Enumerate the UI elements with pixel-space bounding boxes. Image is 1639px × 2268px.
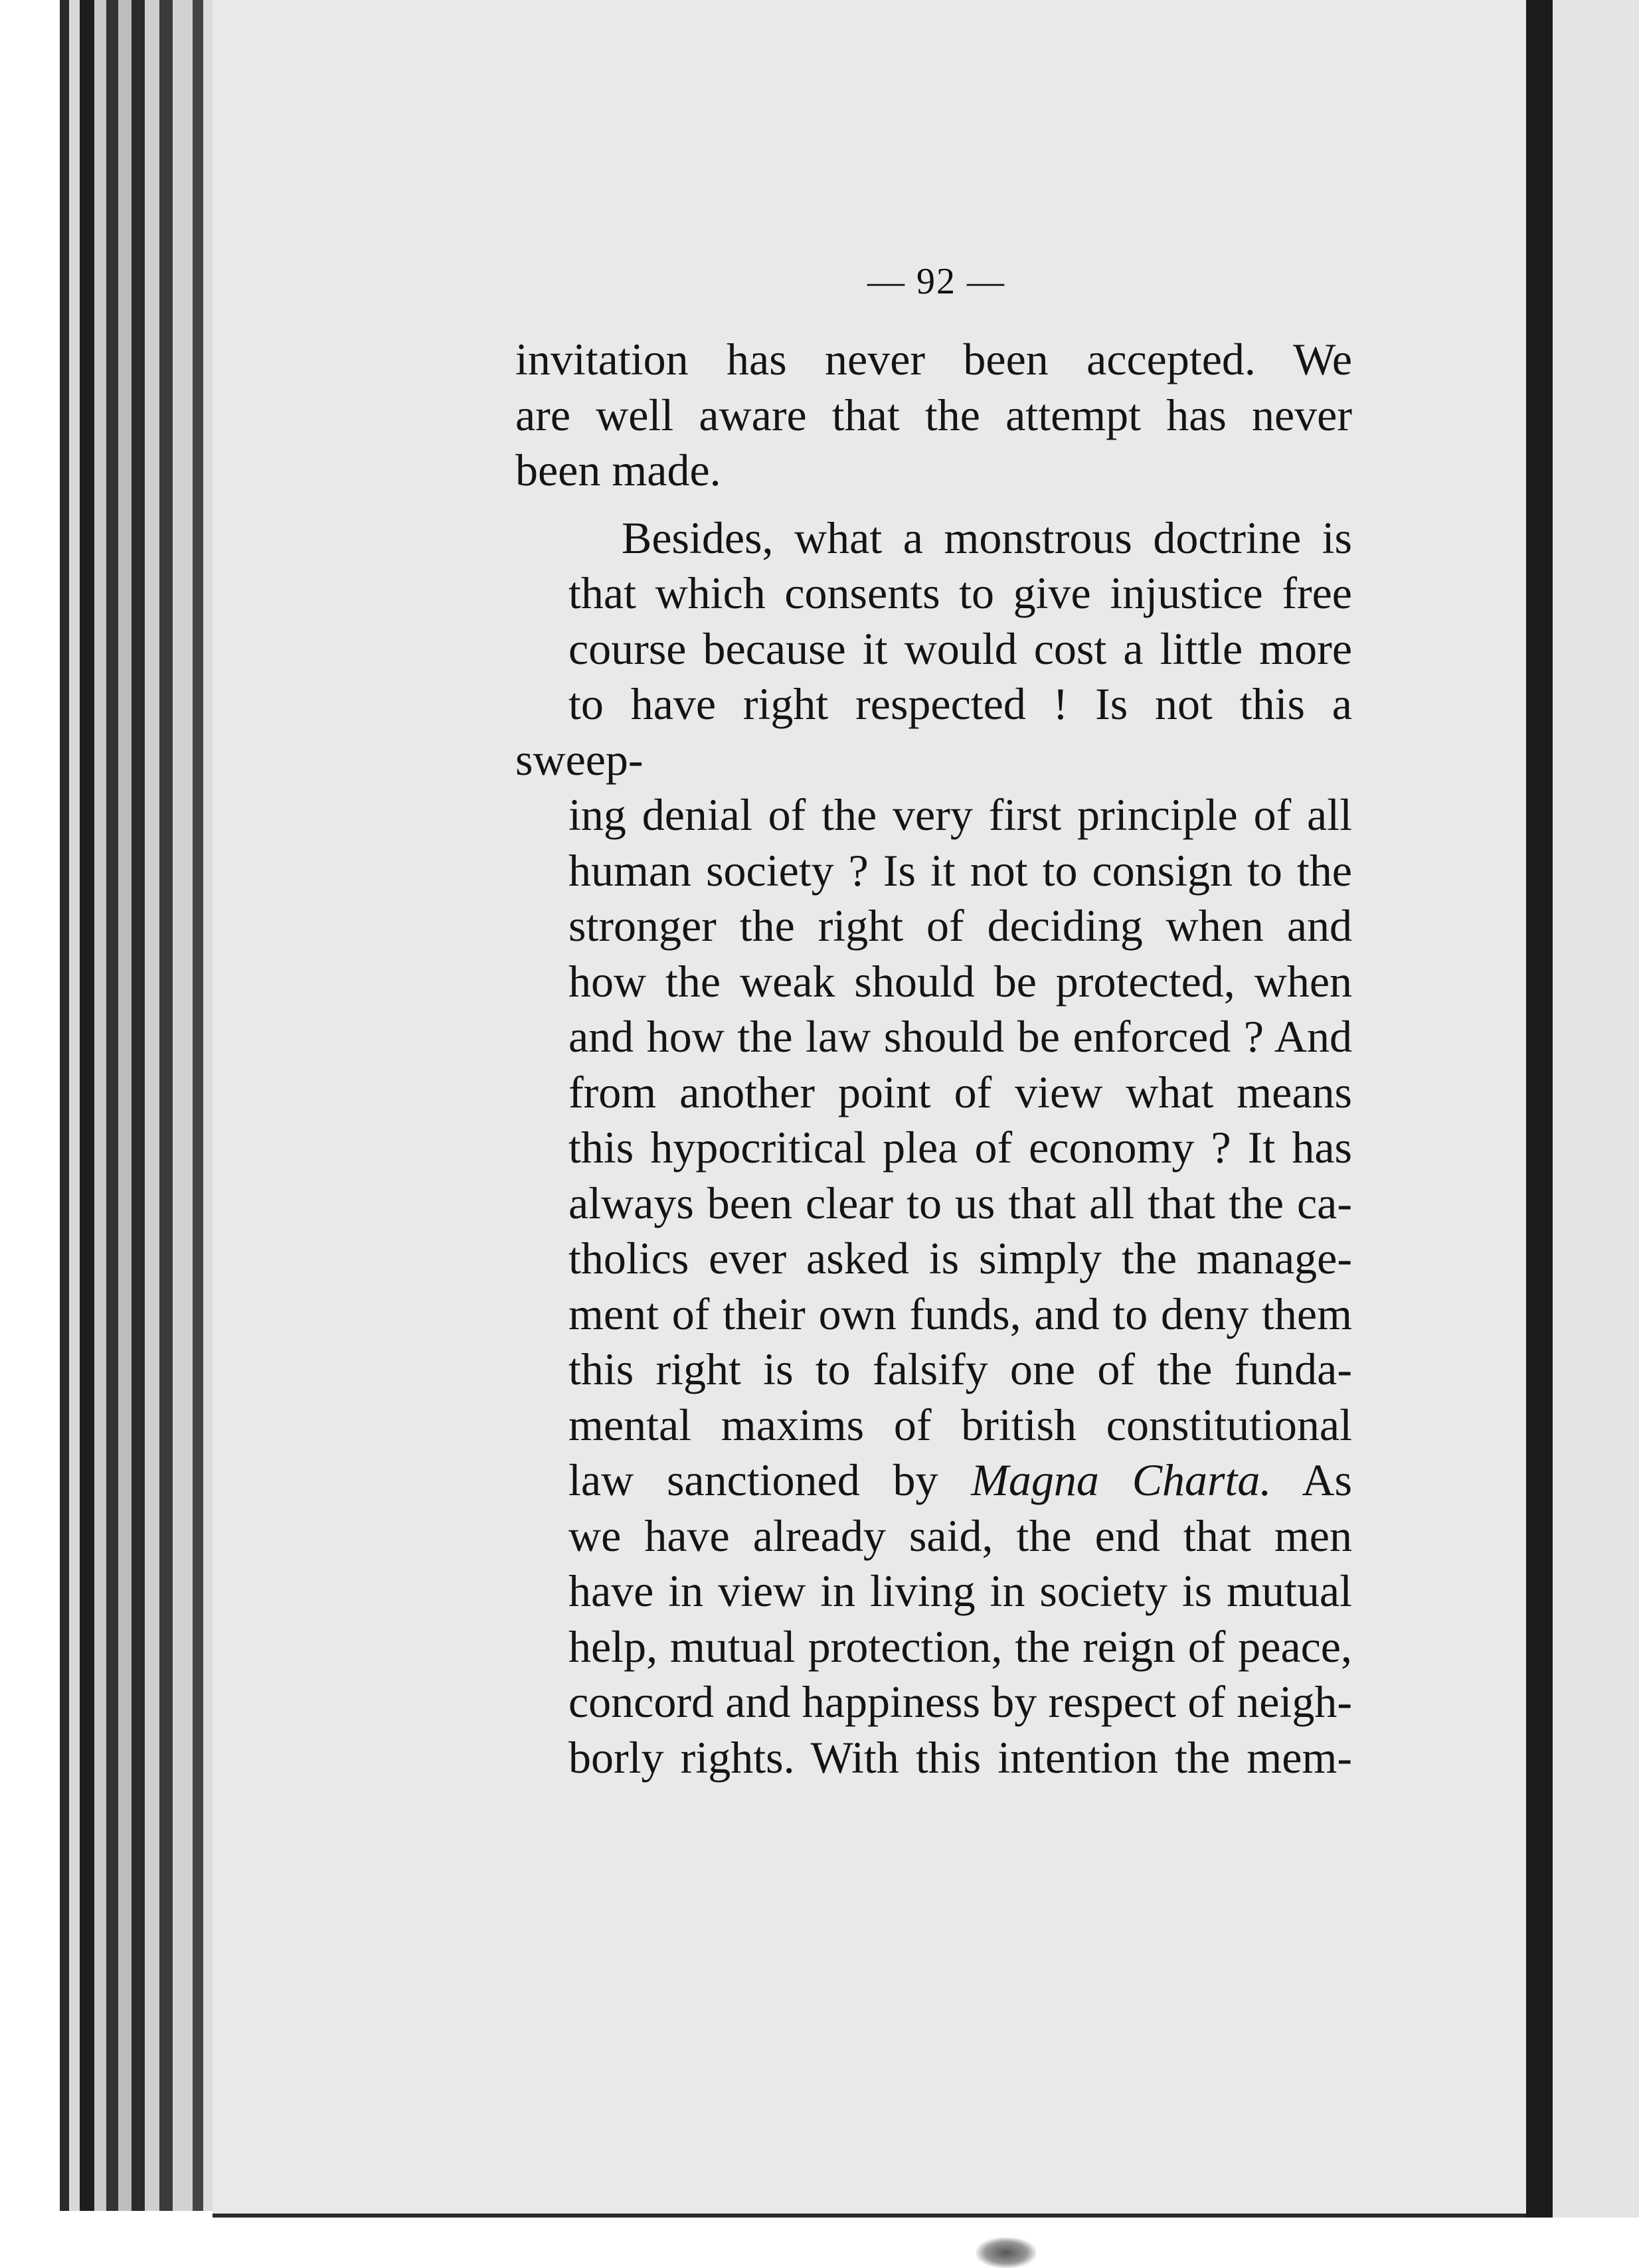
text-line-with-italic <box>515 1453 1352 1508</box>
text-line: this right is to falsify one of the funda- <box>568 1344 1352 1394</box>
text-line: Besides, what a monstrous doctrine is <box>622 512 1352 563</box>
italic-term: Magna Charta. <box>971 1455 1272 1505</box>
text-line: are well aware that the attempt has never <box>515 389 1352 440</box>
page-number: — 92 — <box>867 261 1005 302</box>
book-spine-shadow <box>1526 0 1553 2218</box>
text-line: human society ? Is it not to consign to the <box>568 845 1352 896</box>
paragraph-2 <box>515 511 1352 1786</box>
text-line: we have already said, the end that men <box>568 1510 1352 1561</box>
body-text <box>515 332 1352 1785</box>
paragraph-1 <box>515 332 1352 499</box>
text-line: that which consents to give injustice free <box>568 568 1352 618</box>
text-line: help, mutual protection, the reign of peace, <box>568 1621 1352 1672</box>
text-line: this hypocritical plea of economy ? It has <box>568 1122 1352 1173</box>
text-line: concord and happiness by respect of neigh- <box>568 1676 1352 1727</box>
text-line: borly rights. With this intention the mem- <box>568 1732 1352 1783</box>
text-line: have in view in living in society is mutual <box>568 1566 1352 1616</box>
text-line: been made. <box>515 445 721 495</box>
text-line: how the weak should be protected, when <box>568 955 1352 1007</box>
scan-bottom-margin <box>0 2218 1639 2268</box>
text-line: stronger the right of deciding when and <box>568 900 1352 951</box>
text-line: from another point of view what means <box>568 1066 1352 1117</box>
text-line: ment of their own funds, and to deny them <box>568 1288 1352 1339</box>
text-line: course because it would cost a little more <box>568 623 1352 674</box>
text-line: ing denial of the very first principle of all <box>568 789 1352 840</box>
text-line: to have right respected ! Is not this a sweep- <box>515 679 1352 785</box>
text-fragment: law sanctioned by <box>568 1455 938 1505</box>
text-line: tholics ever asked is simply the manage- <box>568 1233 1352 1283</box>
scan-smudge <box>976 2237 1036 2268</box>
text-line: invitation has never been accepted. We <box>515 334 1352 384</box>
text-line: mental maxims of british constitutional <box>568 1399 1352 1450</box>
book-page-edges <box>60 0 219 2211</box>
text-line: always been clear to us that all that the ca- <box>568 1177 1352 1228</box>
text-fragment: As <box>1302 1455 1352 1505</box>
text-line: and how the law should be enforced ? And <box>568 1011 1352 1062</box>
facing-page-edge <box>1553 0 1639 2218</box>
